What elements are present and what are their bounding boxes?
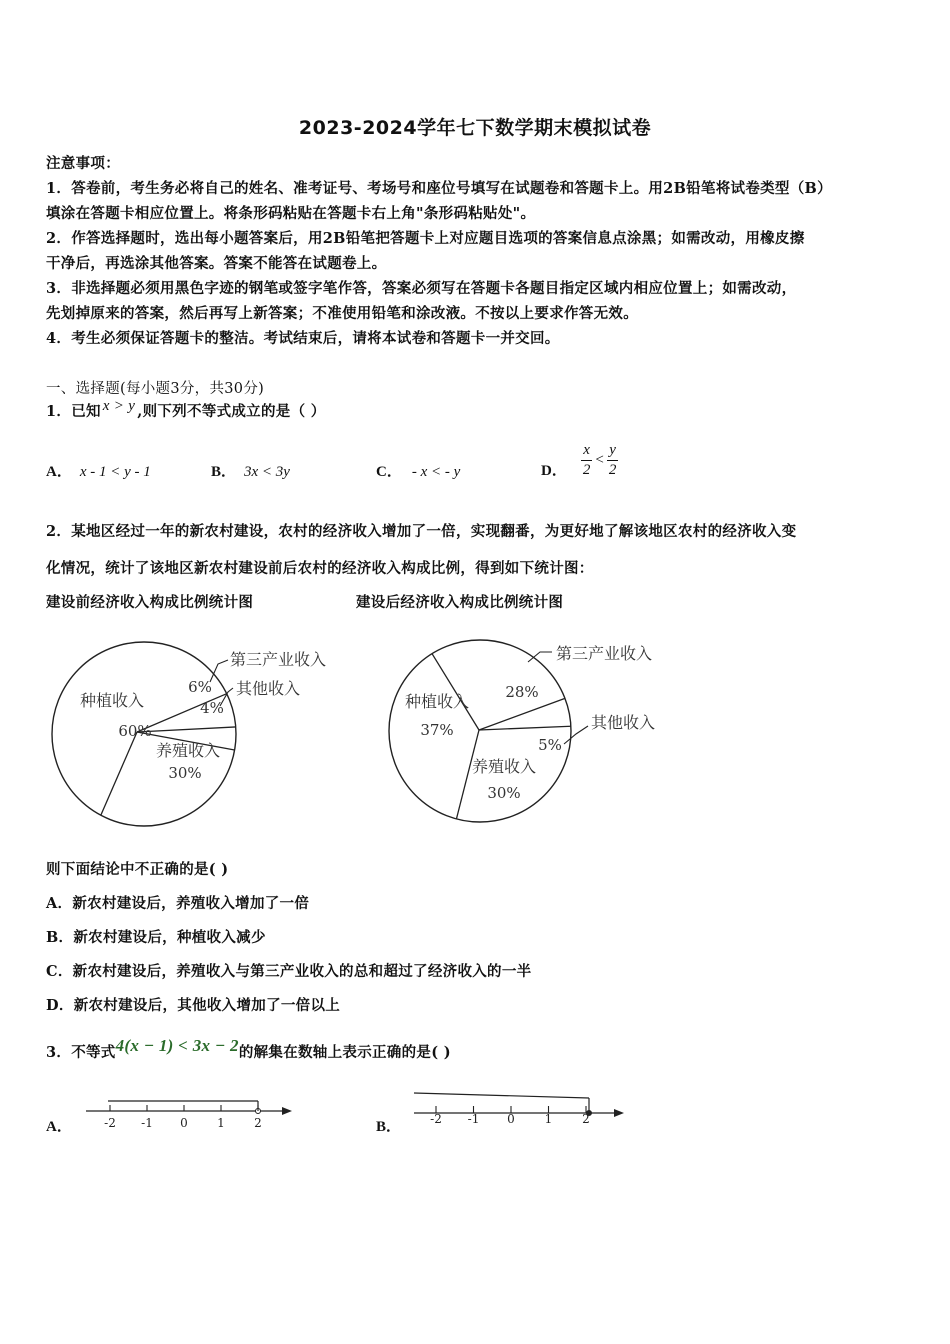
axis-tick-label: -1 — [467, 1112, 480, 1126]
notice-line: 干净后，再选涂其他答案。答案不能答在试题卷上。 — [46, 255, 387, 272]
pie-slice-name: 其他收入 — [591, 713, 656, 732]
page-title: 2023-2024学年七下数学期末模拟试卷 — [298, 117, 652, 139]
option-label: A． — [46, 464, 72, 480]
pie-slice-percent: 4% — [200, 699, 224, 717]
option-label: D． — [541, 462, 567, 479]
pie-slice-percent: 30% — [168, 764, 202, 782]
option-text: 新农村建设后，养殖收入增加了一倍 — [72, 895, 310, 912]
notice-line: 1．答卷前，考生务必将自己的姓名、准考证号、考场号和座位号填写在试题卷和答题卡上。用2B铅笔将试卷类型（B） — [46, 180, 832, 197]
question-1-option-c[interactable] — [376, 460, 460, 481]
fraction: $\frac{x}{2}$ — [582, 441, 591, 478]
notice-line: 3．非选择题必须用黑色字迹的钢笔或签字笔作答，答案必须写在答题卡各题目指定区域内相应位置上；如需改动， — [46, 280, 797, 297]
option-label: D． — [46, 997, 74, 1014]
option-label: C． — [376, 464, 402, 480]
axis-tick-label: 1 — [217, 1116, 225, 1130]
pie-chart-before — [40, 630, 360, 840]
notice-line: 填涂在答题卡相应位置上。将条形码粘贴在答题卡右上角"条形码粘贴处"。 — [46, 205, 536, 222]
axis-tick-label: 0 — [180, 1116, 188, 1130]
fraction: $\frac{y}{2}$ — [608, 441, 617, 478]
pie-slice-percent: 37% — [420, 721, 454, 739]
notice-line: 2．作答选择题时，选出每小题答案后，用2B铅笔把答题卡上对应题目选项的答案信息点涂黑；如需改动，用橡皮擦 — [46, 230, 805, 247]
chart-after-title: 建设后经济收入构成比例统计图 — [356, 594, 564, 611]
less-than-sign: < — [595, 451, 604, 468]
question-3-inequality: 4(x − 1) < 3x − 2 — [115, 1036, 239, 1055]
pie-slice-name: 种植收入 — [404, 692, 470, 711]
option-label: C． — [46, 963, 73, 980]
option-text: 新农村建设后，养殖收入与第三产业收入的总和超过了经济收入的一半 — [72, 963, 532, 980]
question-1-option-d[interactable] — [541, 438, 618, 482]
option-label: A． — [46, 895, 73, 912]
option-expression: 3x < 3y — [244, 464, 290, 480]
question-1 — [46, 400, 326, 421]
question-1-condition: x > y — [102, 398, 136, 414]
question-1-option-b[interactable] — [211, 460, 290, 481]
notice-heading: 注意事项： — [46, 155, 120, 172]
question-3-option-a-label[interactable]: A． — [46, 1119, 72, 1135]
question-2-line: 化情况，统计了该地区新农村建设前后农村的经济收入构成比例，得到如下统计图： — [46, 560, 594, 577]
callout-line — [528, 652, 552, 662]
option-text: 新农村建设后，种植收入减少 — [73, 929, 266, 946]
callout-line — [210, 660, 228, 682]
pie-slice-name: 养殖收入 — [471, 757, 537, 776]
pie-slice-percent: 5% — [538, 736, 562, 754]
callout-line — [564, 726, 588, 744]
question-1-suffix: ,则下列不等式成立的是（ ） — [137, 403, 326, 420]
option-label: B． — [46, 929, 74, 946]
pie-slice-percent: 60% — [118, 722, 152, 740]
pie-slice-percent: 30% — [487, 784, 521, 802]
question-2-option-c[interactable] — [46, 960, 531, 981]
pie-slice-name: 养殖收入 — [155, 741, 221, 760]
pie-slice-name: 种植收入 — [79, 691, 145, 710]
pie-slice-boundary — [479, 726, 571, 730]
axis-tick-label: 0 — [507, 1112, 515, 1126]
chart-before-title: 建设前经济收入构成比例统计图 — [46, 594, 254, 611]
number-line-a[interactable] — [80, 1090, 300, 1135]
axis-tick-label: -2 — [104, 1116, 116, 1130]
pie-slice-percent: 28% — [505, 683, 539, 701]
question-2-option-b[interactable] — [46, 926, 266, 947]
pie-slice-percent: 6% — [188, 678, 212, 696]
pie-slice-name: 第三产业收入 — [230, 650, 327, 669]
question-2-prompt: 则下面结论中不正确的是( ) — [46, 861, 229, 878]
pie-slice-name: 第三产业收入 — [556, 644, 653, 663]
question-2-line: 2．某地区经过一年的新农村建设，农村的经济收入增加了一倍，实现翻番，为更好地了解该地区农村的经济收入变 — [46, 523, 797, 540]
question-3-option-b-label[interactable]: B． — [376, 1119, 402, 1135]
option-expression: - x < - y — [411, 464, 461, 480]
question-1-option-a[interactable] — [46, 460, 151, 481]
axis-tick-label: 2 — [254, 1116, 262, 1130]
pie-slice-boundary — [479, 698, 565, 730]
notice-line: 4．考生必须保证答题卡的整洁。考试结束后，请将本试卷和答题卡一并交回。 — [46, 330, 560, 347]
solution-bracket — [414, 1093, 589, 1098]
option-label: B． — [211, 464, 237, 480]
pie-slice-boundary — [101, 732, 137, 815]
question-2-option-d[interactable] — [46, 994, 340, 1015]
axis-arrow — [614, 1109, 624, 1117]
question-1-prefix: 1．已知 — [46, 403, 101, 420]
section-heading: 一、选择题(每小题3分，共30分) — [46, 381, 265, 397]
axis-tick-label: -2 — [430, 1112, 442, 1126]
pie-slice-boundary — [137, 727, 236, 732]
pie-slice-name: 其他收入 — [236, 679, 301, 698]
axis-arrow — [282, 1107, 292, 1115]
number-line-b[interactable] — [406, 1086, 636, 1131]
pie-chart-after — [380, 630, 700, 840]
option-expression: x - 1 < y - 1 — [79, 464, 151, 480]
option-text: 新农村建设后，其他收入增加了一倍以上 — [73, 997, 341, 1014]
notice-line: 先划掉原来的答案，然后再写上新答案；不准使用铅笔和涂改液。不按以上要求作答无效。 — [46, 305, 638, 322]
question-3-prefix: 3．不等式 — [46, 1044, 116, 1061]
axis-tick-label: 2 — [582, 1112, 590, 1126]
pie-outline — [389, 640, 571, 822]
question-3 — [46, 1036, 451, 1062]
question-2-option-a[interactable] — [46, 892, 309, 913]
question-3-suffix: 的解集在数轴上表示正确的是( ) — [238, 1044, 451, 1061]
axis-tick-label: -1 — [141, 1116, 153, 1130]
axis-tick-label: 1 — [544, 1112, 553, 1126]
